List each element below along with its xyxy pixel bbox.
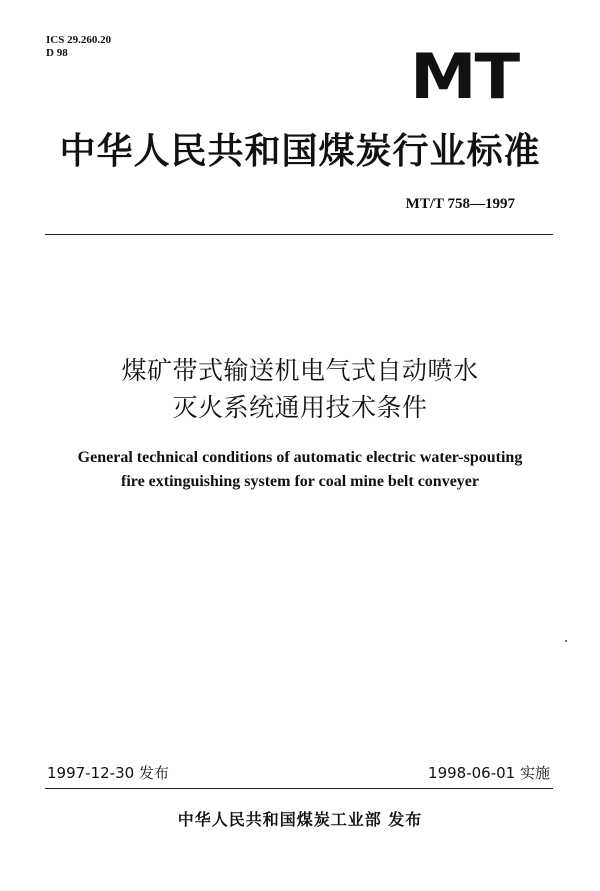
issuing-authority: 中华人民共和国煤炭工业部 发布 (177, 810, 423, 829)
header-divider (45, 234, 553, 235)
effective-date: 1998-06-01 实施 (428, 764, 550, 782)
issue-date: 1997-12-30 发布 (47, 764, 169, 782)
classification-code: D 98 (46, 47, 68, 59)
chinese-title-line-2: 灭火系统通用技术条件 (172, 393, 428, 422)
ics-code: ICS 29.260.20 (46, 34, 112, 46)
footer-divider (45, 788, 553, 789)
chinese-title-line-1: 煤矿带式输送机电气式自动喷水 (121, 356, 479, 385)
mt-logo: MT (410, 40, 518, 113)
scan-speck (565, 640, 567, 642)
organization-title: 中华人民共和国煤炭行业标准 (59, 131, 541, 172)
standard-number: MT/T 758—1997 (405, 196, 515, 212)
english-title-line-1: General technical conditions of automatic electric water-spouting (77, 449, 523, 466)
english-title-line-2: fire extinguishing system for coal mine belt conveyer (120, 473, 480, 490)
